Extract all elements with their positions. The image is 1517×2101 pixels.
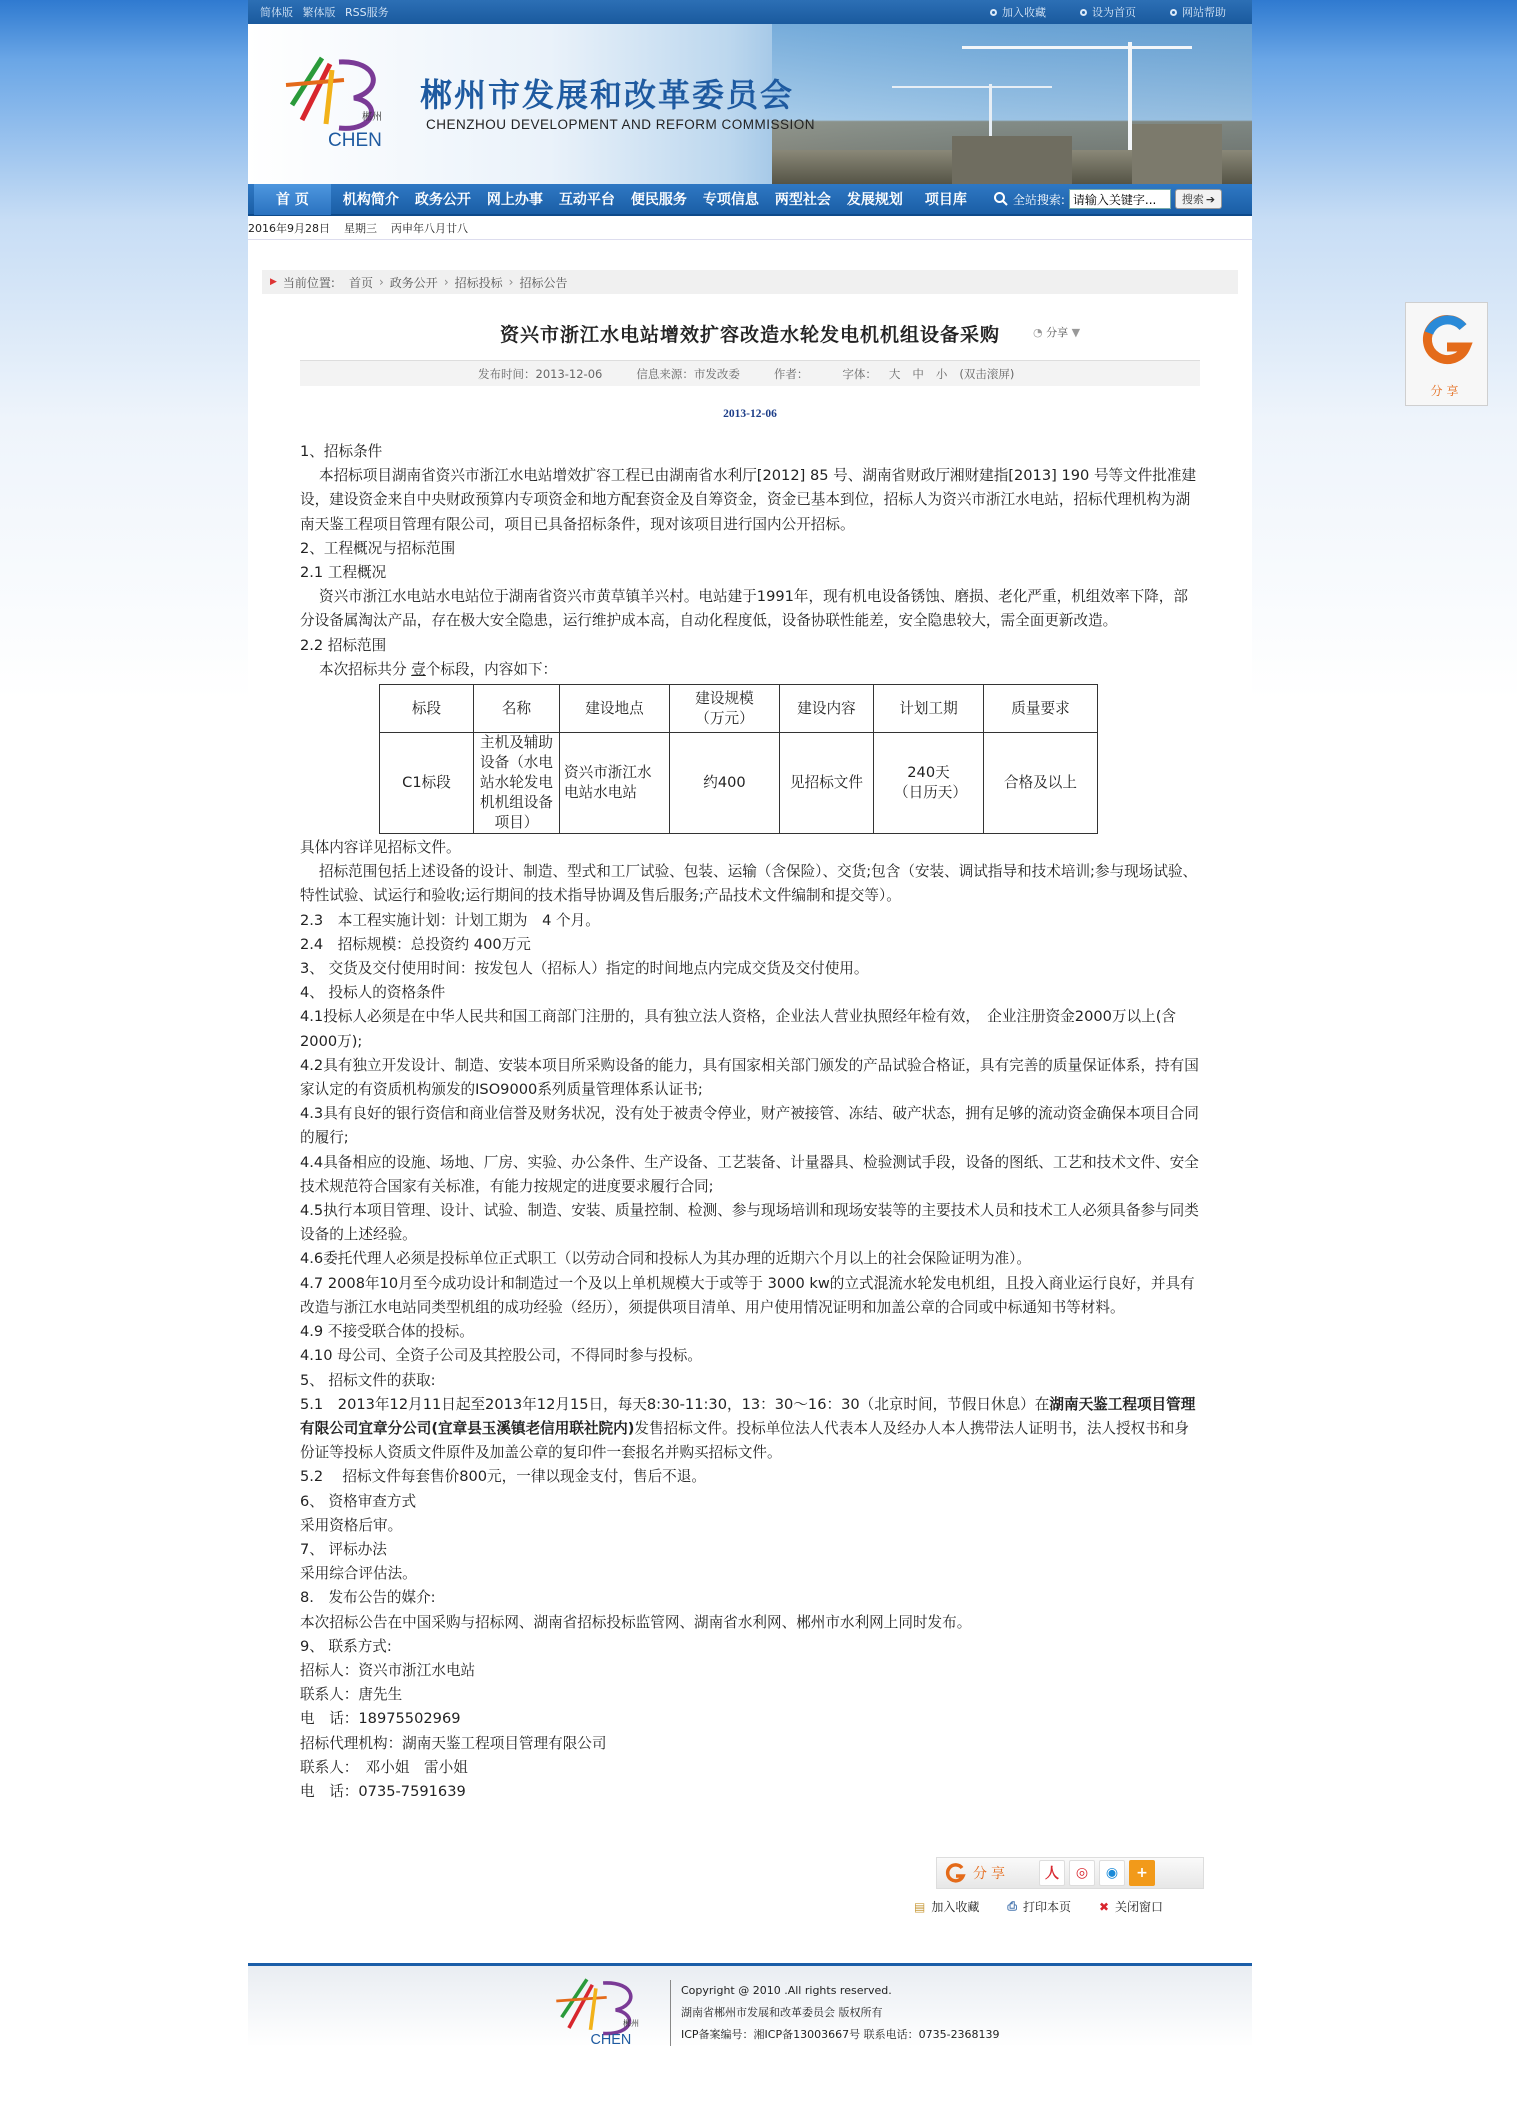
table-cell: 主机及辅助设备（水电站水轮发电机机组设备项目） <box>474 733 560 834</box>
nav-item-special[interactable]: 专项信息 <box>702 192 759 208</box>
add-favorite-link[interactable]: 加入收藏 <box>990 4 1046 20</box>
city-logo-icon <box>284 50 394 150</box>
contact-line: 电 话：18975502969 <box>300 1710 461 1728</box>
floating-share-button[interactable]: 分享 <box>1405 302 1488 406</box>
bullet-icon <box>1080 9 1087 16</box>
table-header: 建设地点 <box>560 685 670 733</box>
article-title: 资兴市浙江水电站增效扩容改造水轮发电机机组设备采购 <box>499 324 1000 346</box>
footer-text <box>670 1980 1000 2046</box>
add-favorite-button[interactable]: ▤ 加入收藏 <box>914 1899 980 1914</box>
main-nav <box>248 184 1252 216</box>
svg-text:郴州: 郴州 <box>622 2018 640 2029</box>
table-row <box>380 733 1098 834</box>
table-header: 建设规模（万元） <box>670 685 780 733</box>
print-button[interactable]: ⎙ 打印本页 <box>1007 1899 1071 1914</box>
bullet-icon <box>990 9 997 16</box>
paragraph: 3、 交货及交付使用时间：按发包人（招标人）指定的时间地点内完成交货及交付使用。 <box>300 960 869 978</box>
author: 作者： <box>773 366 809 381</box>
section-heading: 2、工程概况与招标范围 <box>300 539 456 557</box>
section-heading: 1、招标条件 <box>300 443 383 460</box>
table-header: 标段 <box>380 685 474 733</box>
tender-table <box>379 684 1098 834</box>
contact-line: 电 话：0735-7591639 <box>300 1782 466 1800</box>
table-header-row <box>380 685 1098 733</box>
table-cell: 约400 <box>670 733 780 834</box>
site-title: 郴州市发展和改革委员会 <box>420 76 795 114</box>
search-input[interactable] <box>1069 189 1171 209</box>
share-logo-icon <box>945 1862 967 1884</box>
breadcrumb: ▶ 当前位置: 首页 › 政务公开 › 招标投标 › 招标公告 <box>262 270 1238 294</box>
paragraph: 4.9 不接受联合体的投标。 <box>300 1323 474 1341</box>
paragraph: 资兴市浙江水电站水电站位于湖南省资兴市黄草镇羊兴村。电站建于1991年，现有机电设备锈蚀、磨损、老化严重，机组效率下降，部分设备属淘汰产品，存在极大安全隐患，运行维护成本高，自动化程度低，设备协联性能差，安全隐患较大，需全面更新改造。 <box>300 588 1188 630</box>
table-cell: 见招标文件 <box>780 733 874 834</box>
site-subtitle: CHENZHOU DEVELOPMENT AND REFORM COMMISSION <box>426 117 816 132</box>
banner <box>248 24 1252 184</box>
section-heading: 6、 资格审查方式 <box>300 1492 417 1510</box>
font-size-controls: 字体： 大 中 小 (双击滚屏) <box>842 366 1015 381</box>
table-header: 计划工期 <box>874 685 984 733</box>
breadcrumb-bidding[interactable]: 招标投标 <box>454 275 503 290</box>
table-header: 建设内容 <box>780 685 874 733</box>
current-weekday: 星期三 <box>344 221 377 235</box>
paragraph: 4.3具有良好的银行资信和商业信誉及财务状况，没有处于被责令停业，财产被接管、冻结、破产状态，拥有足够的流动资金确保本项目合同的履行; <box>300 1105 1199 1147</box>
table-header: 名称 <box>474 685 560 733</box>
footer <box>248 1966 1252 2101</box>
weibo-icon[interactable]: ◎ <box>1069 1860 1095 1886</box>
breadcrumb-notice[interactable]: 招标公告 <box>519 275 568 290</box>
nav-item-plan[interactable]: 发展规划 <box>846 192 903 208</box>
top-bar <box>248 0 1252 24</box>
icp-info: ICP备案编号：湘ICP备13003667号 联系电话：0735-2368139 <box>681 2028 1000 2041</box>
rss-link[interactable]: RSS服务 <box>345 6 389 19</box>
search-button[interactable]: 搜索 ➔ <box>1175 189 1222 209</box>
bullet-icon <box>1170 9 1177 16</box>
paragraph: 4.6委托代理人必须是投标单位正式职工（以劳动合同和投标人为其办理的近期六个月以上的社会保险证明为准）。 <box>300 1250 1032 1268</box>
paragraph: 5.2 招标文件每套售价800元，一律以现金支付，售后不退。 <box>300 1468 706 1486</box>
paragraph: 5.1 2013年12月11日起至2013年12月15日，每天8:30-11:30，13：30～16：30（北京时间，节假日休息）在湖南天鉴工程项目管理有限公司宜章分公司(宜章县玉溪镇老信用联社院内)发售招标文件。投标单位法人代表本人及经办人本人携带法人证明书，法人授权书和身份证等投标人资质文件原件及加盖公章的复印件一套报名并购买招标文件。 <box>300 1395 1196 1462</box>
section-heading: 4、 投标人的资格条件 <box>300 984 446 1002</box>
close-icon: ✖ <box>1098 1899 1110 1914</box>
footer-logo-icon <box>554 1974 654 2046</box>
traditional-link[interactable]: 繁体版 <box>302 6 336 19</box>
section-heading: 7、 评标办法 <box>300 1540 387 1558</box>
tencent-weibo-icon[interactable]: ◉ <box>1099 1860 1125 1886</box>
paragraph: 具体内容详见招标文件。 <box>300 839 461 857</box>
info-source: 信息来源：市发改委 <box>636 366 740 381</box>
paragraph: 4.7 2008年10月至今成功设计和制造过一个及以上单机规模大于或等于 3000 kw的立式混流水轮发电机组，且投入商业运行良好，并具有改造与浙江水电站同类型机组的成功经验（经历），须提供项目清单、用户使用情况证明和加盖公章的合同或中标通知书等材料。 <box>300 1274 1195 1316</box>
contact-line: 招标代理机构：湖南天鉴工程项目管理有限公司 <box>300 1734 607 1752</box>
font-medium-button[interactable]: 中 <box>912 366 924 381</box>
share-logo-icon <box>1419 311 1475 367</box>
nav-item-online[interactable]: 网上办事 <box>486 192 543 208</box>
share-icon: ◔ <box>1033 326 1043 339</box>
triangle-right-icon: ▶ <box>270 277 277 287</box>
nav-item-interact[interactable]: 互动平台 <box>558 192 615 208</box>
nav-home[interactable]: 首 页 <box>254 183 331 215</box>
article-actions <box>914 1898 1163 1915</box>
search-icon <box>993 191 1009 207</box>
breadcrumb-label: 当前位置: <box>282 275 335 290</box>
paragraph: 4.10 母公司、全资子公司及其控股公司，不得同时参与投标。 <box>300 1347 702 1365</box>
site-search <box>993 189 1222 209</box>
current-date: 2016年9月28日 <box>248 221 330 235</box>
section-heading: 5、 招标文件的获取: <box>300 1371 436 1389</box>
breadcrumb-home[interactable]: 首页 <box>348 275 373 290</box>
publish-time: 发布时间：2013-12-06 <box>478 366 603 381</box>
contact-line: 联系人：唐先生 <box>300 1686 403 1704</box>
contact-line: 联系人： 邓小姐 雷小姐 <box>300 1758 468 1776</box>
breadcrumb-gov[interactable]: 政务公开 <box>389 275 438 290</box>
paragraph: 本次招标公告在中国采购与招标网、湖南省招标投标监管网、湖南省水利网、郴州市水利网上同时发布。 <box>300 1613 972 1631</box>
paragraph: 采用综合评估法。 <box>300 1565 417 1583</box>
font-small-button[interactable]: 小 <box>935 366 948 381</box>
share-dropdown[interactable]: ◔ 分享 ▼ <box>1033 326 1081 339</box>
copyright: Copyright @ 2010 .All rights reserved. <box>681 1984 892 1997</box>
font-large-button[interactable]: 大 <box>888 366 901 381</box>
article-body <box>300 440 1200 1804</box>
close-window-button[interactable]: ✖ 关闭窗口 <box>1098 1899 1164 1914</box>
date-bar <box>248 216 1252 240</box>
nav-item-project[interactable]: 项目库 <box>924 192 967 208</box>
nav-item-society[interactable]: 两型社会 <box>774 192 831 208</box>
table-cell: 资兴市浙江水电站水电站 <box>560 733 670 834</box>
table-header: 质量要求 <box>984 685 1098 733</box>
share-button[interactable]: 分享 <box>945 1862 1009 1884</box>
lunar-date: 丙申年八月廿八 <box>391 221 468 235</box>
section-heading: 2.2 招标范围 <box>300 636 387 654</box>
nav-item-service[interactable]: 便民服务 <box>630 192 687 208</box>
paragraph: 4.2具有独立开发设计、制造、安装本项目所采购设备的能力，具有国家相关部门颁发的产品试验合格证，具有完善的质量保证体系，持有国家认定的有资质机构颁发的ISO9000系列质量管理体系认证书; <box>300 1056 1199 1099</box>
set-homepage-link[interactable]: 设为首页 <box>1080 4 1136 20</box>
table-cell: 合格及以上 <box>984 733 1098 834</box>
publish-date: 2013-12-06 <box>723 408 777 420</box>
table-cell: C1标段 <box>380 733 474 834</box>
paragraph: 4.5执行本项目管理、设计、试验、制造、安装、质量控制、检测、参与现场培训和现场安装等的主要技术人员和技术工人必须具备参与同类设备的上述经验。 <box>300 1202 1199 1244</box>
favorite-icon: ▤ <box>914 1899 926 1914</box>
svg-text:郴州: 郴州 <box>362 112 382 123</box>
people-daily-icon[interactable]: 人 <box>1039 1860 1065 1886</box>
simplified-link[interactable]: 简体版 <box>260 6 293 19</box>
paragraph: 4.1投标人必须是在中华人民共和国工商部门注册的，具有独立法人资格，企业法人营业执照经年检有效， 企业注册资金2000万以上(含2000万); <box>300 1008 1176 1050</box>
table-cell: 240天（日历天） <box>874 733 984 834</box>
arrow-right-icon: ➔ <box>1205 192 1216 206</box>
search-label: 全站搜索: <box>1012 192 1065 207</box>
svg-text:CHEN: CHEN <box>590 2032 632 2046</box>
nav-item-org[interactable]: 机构简介 <box>342 192 399 208</box>
paragraph: 采用资格后审。 <box>300 1516 403 1534</box>
section-heading: 8. 发布公告的媒介: <box>300 1589 436 1607</box>
paragraph: 本招标项目湖南省资兴市浙江水电站增效扩容工程已由湖南省水利厅[2012] 85 号、湖南省财政厅湘财建指[2013] 190 号等文件批准建设，建设资金来自中央财政预算内专项资金和地方配套资金及自筹资金，资金已基本到位，招标人为资兴市浙江水电站，招标代理机构为湖南天鉴工程项目管理有限公司，项目已具备招标条件，现对该项目进行国内公开招标。 <box>300 467 1197 533</box>
page <box>248 0 1252 2101</box>
contact-line: 招标人：资兴市浙江水电站 <box>300 1661 476 1679</box>
chevron-down-icon: ▼ <box>1071 326 1081 339</box>
paragraph: 4.4具备相应的设施、场地、厂房、实验、办公条件、生产设备、工艺装备、计量器具、检验测试手段，设备的图纸、工艺和技术文件、安全技术规范符合国家有关标准，有能力按规定的进度要求履行合同; <box>300 1153 1199 1195</box>
paragraph: 2.3 本工程实施计划：计划工期为 4 个月。 <box>300 911 600 929</box>
more-share-icon[interactable]: + <box>1129 1860 1155 1886</box>
paragraph: 2.4 招标规模：总投资约 400万元 <box>300 935 531 953</box>
print-icon: ⎙ <box>1007 1899 1017 1913</box>
paragraph: 本次招标共分 壹个标段，内容如下： <box>318 660 558 678</box>
paragraph: 招标范围包括上述设备的设计、制造、型式和工厂试验、包装、运输（含保险）、交货;包含（安装、调试指导和技术培训;参与现场试验、特性试验、试运行和验收;运行期间的技术指导协调及售后服务;产品技术文件编制和提交等）。 <box>300 863 1198 905</box>
owner: 湖南省郴州市发展和改革委员会 版权所有 <box>681 2006 883 2019</box>
nav-item-gov[interactable]: 政务公开 <box>414 192 471 208</box>
site-help-link[interactable]: 网站帮助 <box>1170 4 1226 20</box>
section-heading: 2.1 工程概况 <box>300 564 387 582</box>
scroll-hint: (双击滚屏) <box>959 366 1015 381</box>
share-bar <box>936 1857 1204 1889</box>
section-heading: 9、 联系方式: <box>300 1637 392 1655</box>
svg-text:CHEN: CHEN <box>328 130 382 150</box>
article-meta <box>300 360 1200 386</box>
